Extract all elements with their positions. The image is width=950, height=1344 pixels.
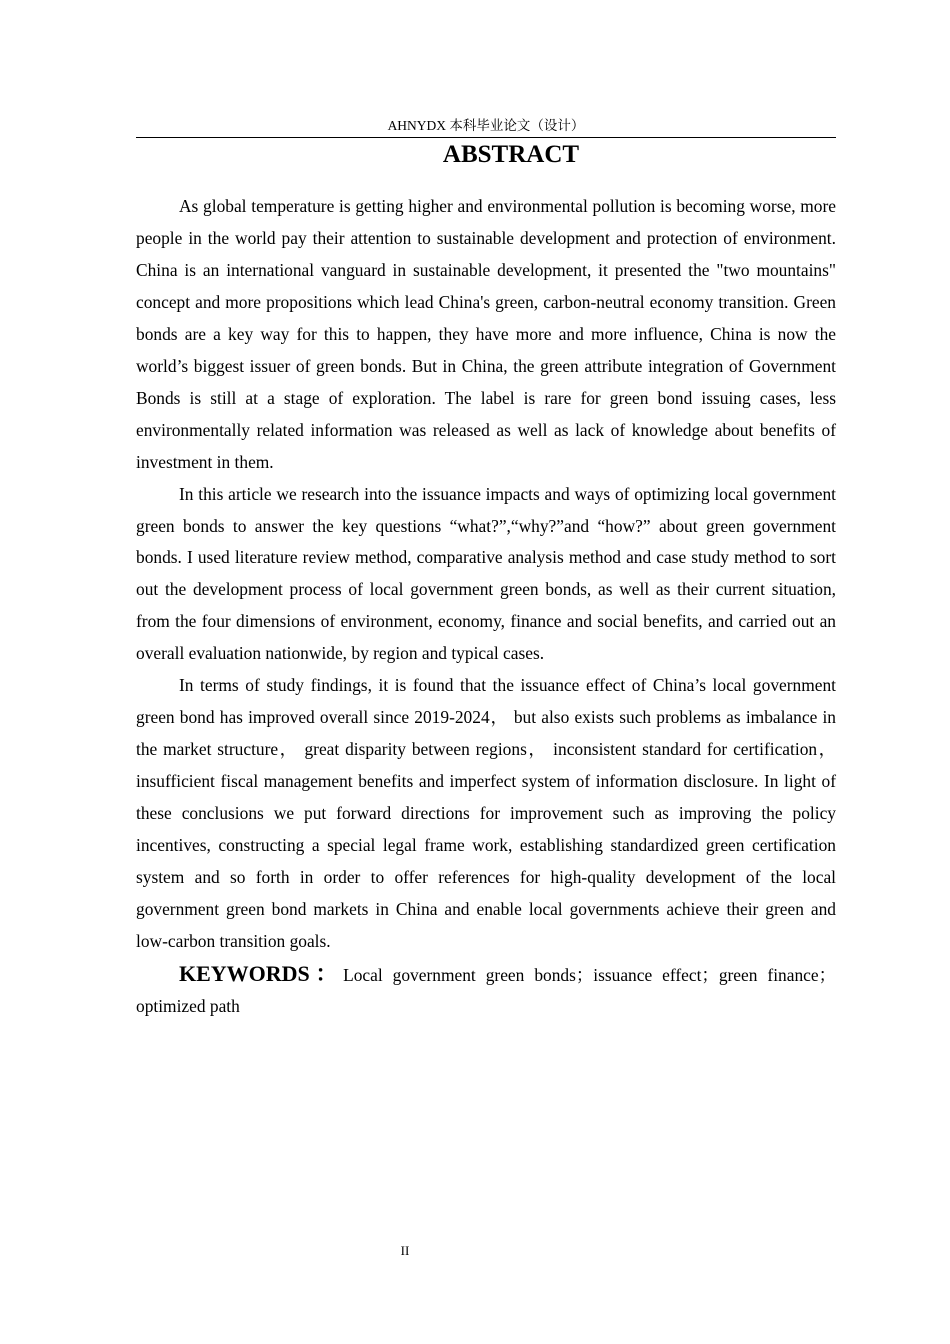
keywords-label: KEYWORDS： [179, 960, 344, 986]
abstract-title: ABSTRACT [442, 141, 580, 168]
page-header: AHNYDX 本科毕业论文（设计） [387, 118, 585, 133]
keywords-text: Local government green bonds；issuance effect；green finance；optimized path [136, 964, 836, 1016]
abstract-body [136, 191, 836, 1022]
keywords-line [136, 958, 836, 1022]
abstract-paragraph-1: As global temperature is getting higher and environmental pollution is becoming worse, more people in the world pay their attention to sustainable development and protection of environment. China is an international vanguard in sustainable development, it presented the "two mountains" concept and more propositions which lead China's green, carbon-neutral economy transition. Green bonds are a key way for this to happen, they have more and more influence, China is now the world’s biggest issuer of green bonds. But in China, the green attribute integration of Government Bonds is still at a stage of exploration. The label is rare for green bond issuing cases, less environmentally related information was released as well as lack of knowledge about benefits of investment in them. [136, 196, 836, 472]
abstract-paragraph-3: In terms of study findings, it is found that the issuance effect of China’s local government green bond has improved overall since 2019-2024， but also exists such problems as imbalance in the market structure， great disparity between regions， inconsistent standard for certification， insufficient fiscal management benefits and imperfect system of information disclosure. In light of these conclusions we put forward directions for improvement such as improving the policy incentives, constructing a special legal frame work, establishing standardized green certification system and so forth in order to offer references for high-quality development of the local government green bond markets in China and enable local governments achieve their green and low-carbon transition goals. [136, 675, 836, 951]
page-number: II [400, 1243, 410, 1258]
abstract-paragraph-2: In this article we research into the issuance impacts and ways of optimizing local government green bonds to answer the key questions “what?”,“why?”and “how?” about green government bonds. I used literature review method, comparative analysis method and case study method to sort out the development process of local government green bonds, as well as their current situation, from the four dimensions of environment, economy, finance and social benefits, and carried out an overall evaluation nationwide, by region and typical cases. [136, 483, 836, 664]
header-divider [136, 137, 836, 138]
